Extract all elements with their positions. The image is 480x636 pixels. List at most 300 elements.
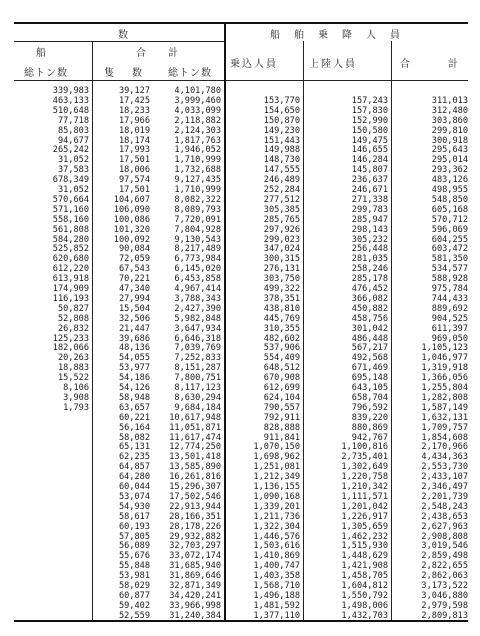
vessel-count-cell: 39,127	[118, 86, 150, 96]
total-gross-tonnage-cell: 29,932,882	[169, 531, 221, 542]
passenger-total-cell: 295,643	[431, 145, 468, 156]
gross-tonnage-cell: 558,160	[52, 214, 89, 225]
total-gross-tonnage-cell: 7,800,751	[174, 373, 221, 384]
vessel-count-cell: 18,233	[118, 105, 150, 116]
boarding-cell: 153,770	[263, 95, 300, 106]
total-gross-tonnage-cell: 17,502,546	[169, 491, 221, 502]
gross-tonnage-cell: 8,106	[63, 383, 89, 393]
boarding-cell: 1,090,168	[253, 491, 300, 502]
passenger-total-cell: 2,809,813	[421, 610, 468, 621]
boarding-cell: 154,650	[263, 105, 300, 116]
vessel-count-cell: 54,186	[118, 373, 150, 384]
gross-tonnage-cell: 571,160	[52, 204, 89, 215]
boarding-cell: 1,496,188	[253, 590, 300, 601]
landing-cell: 643,105	[351, 383, 388, 393]
passenger-total-cell: 604,255	[431, 234, 468, 245]
gross-tonnage-cell: 20,263	[57, 353, 89, 364]
total-gross-tonnage-cell: 6,773,984	[174, 254, 221, 265]
total-gross-tonnage-cell: 32,703,297	[169, 541, 221, 552]
landing-cell: 152,990	[351, 115, 388, 126]
passenger-total-cell: 1,854,608	[421, 432, 468, 443]
col-divider-3	[303, 41, 304, 620]
total-gross-tonnage-cell: 8,217,489	[174, 244, 221, 255]
boarding-cell: 1,212,349	[253, 472, 300, 483]
passenger-total-cell: 611,397	[431, 323, 468, 334]
passenger-total-cell: 1,105,123	[421, 343, 468, 354]
total-gross-tonnage-cell: 9,130,543	[174, 234, 221, 245]
landing-cell: 486,448	[351, 333, 388, 344]
landing-cell: 149,475	[351, 135, 388, 146]
table-top-rule	[14, 22, 468, 24]
boarding-cell: 790,557	[263, 402, 300, 413]
gross-tonnage-cell: 570,664	[52, 194, 89, 205]
boarding-cell: 670,908	[263, 373, 300, 384]
total-gross-tonnage-cell: 22,913,944	[169, 501, 221, 512]
passenger-total-cell: 603,472	[431, 244, 468, 255]
total-gross-tonnage-cell: 1,710,999	[174, 155, 221, 166]
passenger-total-cell: 2,548,243	[421, 501, 468, 512]
total-gross-tonnage-cell: 2,124,303	[174, 125, 221, 136]
landing-cell: 1,550,792	[341, 590, 388, 601]
passenger-total-cell: 548,850	[431, 194, 468, 205]
landing-cell: 671,469	[351, 363, 388, 374]
passenger-total-cell: 904,525	[431, 313, 468, 324]
gross-tonnage-cell: 339,983	[52, 86, 89, 96]
landing-cell: 298,143	[351, 224, 388, 235]
total-gross-tonnage-cell: 8,630,294	[174, 392, 221, 403]
vessel-count-cell: 52,559	[118, 610, 150, 621]
vessel-count-cell: 65,131	[118, 442, 150, 453]
gross-tonnage-cell: 174,909	[52, 284, 89, 294]
boarding-cell: 1,339,201	[253, 501, 300, 512]
landing-cell: 285,947	[351, 214, 388, 225]
passenger-total-cell: 3,046,880	[421, 590, 468, 601]
passenger-total-cell: 588,928	[431, 274, 468, 285]
passenger-total-cell: 2,862,063	[421, 571, 468, 582]
boarding-cell: 1,251,081	[253, 462, 300, 473]
total-gross-tonnage-cell: 1,710,999	[174, 185, 221, 195]
boarding-cell: 828,888	[263, 422, 300, 433]
passenger-total-cell: 312,480	[431, 105, 468, 116]
total-gross-tonnage-cell: 33,072,174	[169, 551, 221, 562]
header-col-total: 合 計	[400, 59, 464, 70]
total-gross-tonnage-cell: 33,966,998	[169, 600, 221, 611]
passenger-total-cell: 3,019,546	[421, 541, 468, 552]
vessel-count-cell: 56,089	[118, 541, 150, 552]
gross-tonnage-cell: 182,066	[52, 343, 89, 354]
passenger-total-cell: 4,434,363	[421, 452, 468, 463]
boarding-cell: 482,602	[263, 333, 300, 344]
gross-tonnage-cell: 52,808	[57, 313, 89, 324]
total-gross-tonnage-cell: 13,501,418	[169, 452, 221, 463]
boarding-cell: 499,322	[263, 284, 300, 294]
vessel-count-cell: 18,174	[118, 135, 150, 146]
total-gross-tonnage-cell: 8,151,287	[174, 363, 221, 374]
total-gross-tonnage-cell: 1,946,052	[174, 145, 221, 156]
passenger-total-cell: 1,255,804	[421, 383, 468, 393]
vessel-count-cell: 18,006	[118, 165, 150, 176]
total-gross-tonnage-cell: 11,051,871	[169, 422, 221, 433]
passenger-total-cell: 303,860	[431, 115, 468, 126]
landing-cell: 301,042	[351, 323, 388, 334]
landing-cell: 880,869	[351, 422, 388, 433]
landing-cell: 658,704	[351, 392, 388, 403]
vessel-count-cell: 55,676	[118, 551, 150, 562]
header-col-count: 隻 数	[104, 68, 146, 79]
boarding-cell: 347,024	[263, 244, 300, 255]
boarding-cell: 1,377,110	[253, 610, 300, 621]
boarding-cell: 305,385	[263, 204, 300, 215]
vessel-count-cell: 17,501	[118, 155, 150, 166]
vessel-count-cell: 60,193	[118, 521, 150, 532]
landing-cell: 839,220	[351, 412, 388, 423]
boarding-cell: 1,211,736	[253, 511, 300, 522]
total-gross-tonnage-cell: 16,261,816	[169, 472, 221, 483]
passenger-total-cell: 293,362	[431, 165, 468, 176]
landing-cell: 1,448,629	[341, 551, 388, 562]
passenger-total-cell: 498,955	[431, 185, 468, 195]
total-gross-tonnage-cell: 32,871,349	[169, 581, 221, 591]
vessel-count-cell: 54,930	[118, 501, 150, 512]
gross-tonnage-cell: 85,803	[57, 125, 89, 136]
boarding-cell: 537,906	[263, 343, 300, 354]
landing-cell: 942,767	[351, 432, 388, 443]
total-gross-tonnage-cell: 31,685,940	[169, 561, 221, 572]
total-gross-tonnage-cell: 3,647,934	[174, 323, 221, 334]
passenger-total-cell: 295,014	[431, 155, 468, 166]
vessel-count-cell: 97,574	[118, 175, 150, 186]
gross-tonnage-cell: 94,677	[57, 135, 89, 146]
vessel-count-cell: 100,092	[113, 234, 150, 245]
total-gross-tonnage-cell: 10,617,948	[169, 412, 221, 423]
vessel-count-cell: 70,221	[118, 274, 150, 285]
passenger-total-cell: 3,173,522	[421, 581, 468, 591]
passenger-total-cell: 1,366,056	[421, 373, 468, 384]
vessel-count-cell: 58,948	[118, 392, 150, 403]
boarding-cell: 149,230	[263, 125, 300, 136]
total-gross-tonnage-cell: 8,082,322	[174, 194, 221, 205]
passenger-total-cell: 596,069	[431, 224, 468, 235]
gross-tonnage-cell: 116,193	[52, 293, 89, 304]
vessel-count-cell: 17,501	[118, 185, 150, 195]
vessel-count-cell: 15,504	[118, 303, 150, 314]
gross-tonnage-cell: 15,522	[57, 373, 89, 384]
boarding-cell: 299,023	[263, 234, 300, 245]
landing-cell: 2,735,401	[341, 452, 388, 463]
boarding-cell: 285,765	[263, 214, 300, 225]
total-gross-tonnage-cell: 3,788,343	[174, 293, 221, 304]
gross-tonnage-cell: 613,918	[52, 274, 89, 285]
header-sub-funa: 船	[36, 48, 46, 59]
gross-tonnage-cell: 463,133	[52, 95, 89, 106]
vessel-count-cell: 106,090	[113, 204, 150, 215]
landing-cell: 146,284	[351, 155, 388, 166]
boarding-cell: 378,351	[263, 293, 300, 304]
passenger-total-cell: 889,692	[431, 303, 468, 314]
total-gross-tonnage-cell: 9,684,184	[174, 402, 221, 413]
landing-cell: 1,111,571	[341, 491, 388, 502]
boarding-cell: 276,131	[263, 264, 300, 275]
landing-cell: 366,082	[351, 293, 388, 304]
vessel-count-cell: 63,657	[118, 402, 150, 413]
passenger-total-cell: 581,350	[431, 254, 468, 265]
passenger-total-cell: 2,822,655	[421, 561, 468, 572]
passenger-total-cell: 300,918	[431, 135, 468, 146]
passenger-total-cell: 1,587,149	[421, 402, 468, 413]
boarding-cell: 911,841	[263, 432, 300, 443]
boarding-cell: 277,512	[263, 194, 300, 205]
gross-tonnage-cell: 620,680	[52, 254, 89, 265]
boarding-cell: 297,926	[263, 224, 300, 235]
total-gross-tonnage-cell: 34,420,241	[169, 590, 221, 601]
landing-cell: 567,217	[351, 343, 388, 354]
header-col-gross2: 総トン数	[168, 68, 212, 79]
boarding-cell: 1,322,304	[253, 521, 300, 532]
gross-tonnage-cell: 584,280	[52, 234, 89, 245]
passenger-total-cell: 2,627,963	[421, 521, 468, 532]
boarding-cell: 1,070,150	[253, 442, 300, 453]
vessel-count-cell: 59,402	[118, 600, 150, 611]
vessel-count-cell: 60,877	[118, 590, 150, 601]
total-gross-tonnage-cell: 13,585,890	[169, 462, 221, 473]
vessel-count-cell: 101,320	[113, 224, 150, 235]
vessel-count-cell: 39,686	[118, 333, 150, 344]
landing-cell: 458,756	[351, 313, 388, 324]
gross-tonnage-cell: 561,808	[52, 224, 89, 235]
gross-tonnage-cell: 50,827	[57, 303, 89, 314]
gross-tonnage-cell: 525,852	[52, 244, 89, 255]
gross-tonnage-cell: 125,233	[52, 333, 89, 344]
landing-cell: 145,807	[351, 165, 388, 176]
total-gross-tonnage-cell: 6,145,020	[174, 264, 221, 275]
boarding-cell: 1,568,710	[253, 581, 300, 591]
landing-cell: 281,035	[351, 254, 388, 265]
boarding-cell: 148,730	[263, 155, 300, 166]
total-gross-tonnage-cell: 28,166,351	[169, 511, 221, 522]
landing-cell: 305,232	[351, 234, 388, 245]
gross-tonnage-cell: 77,718	[57, 115, 89, 126]
vessel-count-cell: 32,506	[118, 313, 150, 324]
total-gross-tonnage-cell: 1,732,688	[174, 165, 221, 176]
vessel-count-cell: 53,074	[118, 491, 150, 502]
vessel-count-cell: 104,607	[113, 194, 150, 205]
gross-tonnage-cell: 1,793	[63, 402, 89, 413]
boarding-cell: 150,870	[263, 115, 300, 126]
landing-cell: 476,452	[351, 284, 388, 294]
vessel-count-cell: 21,447	[118, 323, 150, 334]
boarding-cell: 147,555	[263, 165, 300, 176]
vessel-count-cell: 47,340	[118, 284, 150, 294]
landing-cell: 1,515,930	[341, 541, 388, 552]
passenger-total-cell: 744,433	[431, 293, 468, 304]
boarding-cell: 648,512	[263, 363, 300, 374]
passenger-total-cell: 975,784	[431, 284, 468, 294]
header-group-left: 数	[118, 30, 128, 41]
header-col-gross: 総トン数	[24, 68, 68, 79]
vessel-count-cell: 58,617	[118, 511, 150, 522]
vessel-count-cell: 54,055	[118, 353, 150, 364]
landing-cell: 1,458,705	[341, 571, 388, 582]
total-gross-tonnage-cell: 31,869,646	[169, 571, 221, 582]
vessel-count-cell: 72,059	[118, 254, 150, 265]
vessel-count-cell: 17,425	[118, 95, 150, 106]
landing-cell: 1,498,006	[341, 600, 388, 611]
total-gross-tonnage-cell: 28,178,226	[169, 521, 221, 532]
vessel-count-cell: 17,993	[118, 145, 150, 156]
gross-tonnage-cell: 612,220	[52, 264, 89, 275]
passenger-total-cell: 2,433,107	[421, 472, 468, 483]
passenger-total-cell: 2,908,808	[421, 531, 468, 542]
landing-cell: 1,201,042	[341, 501, 388, 512]
landing-cell: 695,148	[351, 373, 388, 384]
gross-tonnage-cell: 26,832	[57, 323, 89, 334]
total-gross-tonnage-cell: 2,118,882	[174, 115, 221, 126]
landing-cell: 271,338	[351, 194, 388, 205]
gross-tonnage-cell: 18,883	[57, 363, 89, 374]
passenger-total-cell: 605,168	[431, 204, 468, 215]
vessel-count-cell: 57,805	[118, 531, 150, 542]
landing-cell: 157,830	[351, 105, 388, 116]
passenger-total-cell: 2,346,497	[421, 482, 468, 492]
landing-cell: 1,421,908	[341, 561, 388, 572]
passenger-total-cell: 1,319,918	[421, 363, 468, 374]
landing-cell: 1,462,232	[341, 531, 388, 542]
landing-cell: 246,671	[351, 185, 388, 195]
boarding-cell: 300,315	[263, 254, 300, 265]
boarding-cell: 624,104	[263, 392, 300, 403]
landing-cell: 146,655	[351, 145, 388, 156]
gross-tonnage-cell: 678,349	[52, 175, 89, 186]
landing-cell: 492,568	[351, 353, 388, 364]
boarding-cell: 612,699	[263, 383, 300, 393]
vessel-count-cell: 67,543	[118, 264, 150, 275]
total-gross-tonnage-cell: 12,774,250	[169, 442, 221, 453]
passenger-total-cell: 2,438,653	[421, 511, 468, 522]
total-gross-tonnage-cell: 3,999,460	[174, 95, 221, 106]
gross-tonnage-cell: 3,908	[63, 392, 89, 403]
boarding-cell: 151,443	[263, 135, 300, 146]
landing-cell: 150,580	[351, 125, 388, 136]
total-gross-tonnage-cell: 4,033,099	[174, 105, 221, 116]
boarding-cell: 1,400,747	[253, 561, 300, 572]
boarding-cell: 1,503,616	[253, 541, 300, 552]
passenger-total-cell: 1,709,757	[421, 422, 468, 433]
vessel-count-cell: 17,966	[118, 115, 150, 126]
total-gross-tonnage-cell: 7,252,833	[174, 353, 221, 364]
boarding-cell: 792,911	[263, 412, 300, 423]
passenger-total-cell: 969,050	[431, 333, 468, 344]
total-gross-tonnage-cell: 1,817,763	[174, 135, 221, 146]
boarding-cell: 438,810	[263, 303, 300, 314]
passenger-total-cell: 2,859,498	[421, 551, 468, 562]
landing-cell: 1,302,649	[341, 462, 388, 473]
vessel-count-cell: 64,280	[118, 472, 150, 483]
vessel-count-cell: 60,221	[118, 412, 150, 423]
passenger-total-cell: 1,046,977	[421, 353, 468, 364]
boarding-cell: 252,284	[263, 185, 300, 195]
vessel-count-cell: 60,044	[118, 482, 150, 492]
landing-cell: 1,226,917	[341, 511, 388, 522]
landing-cell: 1,604,812	[341, 581, 388, 591]
col-divider-main	[224, 22, 226, 620]
header-group-right: 船舶乗降人員	[270, 30, 414, 41]
header-bottom-rule	[14, 80, 468, 81]
boarding-cell: 303,750	[263, 274, 300, 285]
gross-tonnage-cell: 265,242	[52, 145, 89, 156]
passenger-total-cell: 570,712	[431, 214, 468, 225]
passenger-total-cell: 2,170,966	[421, 442, 468, 453]
landing-cell: 258,246	[351, 264, 388, 275]
passenger-total-cell: 1,282,808	[421, 392, 468, 403]
landing-cell: 157,243	[351, 95, 388, 106]
gross-tonnage-cell: 31,052	[57, 155, 89, 166]
vessel-count-cell: 18,019	[118, 125, 150, 136]
landing-cell: 450,882	[351, 303, 388, 314]
total-gross-tonnage-cell: 7,804,928	[174, 224, 221, 235]
passenger-total-cell: 311,013	[431, 95, 468, 106]
boarding-cell: 246,489	[263, 175, 300, 186]
header-sub-goukei: 合 計	[136, 48, 184, 59]
vessel-count-cell: 90,084	[118, 244, 150, 255]
col-divider-1	[92, 41, 93, 620]
passenger-total-cell: 1,632,131	[421, 412, 468, 423]
vessel-count-cell: 53,977	[118, 363, 150, 374]
passenger-total-cell: 2,979,598	[421, 600, 468, 611]
vessel-count-cell: 58,029	[118, 581, 150, 591]
header-mid-rule	[14, 41, 224, 42]
total-gross-tonnage-cell: 4,967,414	[174, 284, 221, 294]
total-gross-tonnage-cell: 11,617,474	[169, 432, 221, 443]
passenger-total-cell: 2,201,739	[421, 491, 468, 502]
landing-cell: 1,100,816	[341, 442, 388, 453]
total-gross-tonnage-cell: 9,127,435	[174, 175, 221, 186]
boarding-cell: 310,355	[263, 323, 300, 334]
col-divider-4	[391, 41, 392, 620]
total-gross-tonnage-cell: 31,240,384	[169, 610, 221, 621]
boarding-cell: 1,410,869	[253, 551, 300, 562]
boarding-cell: 149,988	[263, 145, 300, 156]
vessel-count-cell: 56,164	[118, 422, 150, 433]
vessel-count-cell: 53,981	[118, 571, 150, 582]
landing-cell: 796,592	[351, 402, 388, 413]
vessel-count-cell: 64,857	[118, 462, 150, 473]
landing-cell: 1,210,342	[341, 482, 388, 492]
boarding-cell: 1,446,576	[253, 531, 300, 542]
passenger-total-cell: 299,810	[431, 125, 468, 136]
boarding-cell: 554,409	[263, 353, 300, 364]
vessel-count-cell: 100,086	[113, 214, 150, 225]
vessel-count-cell: 54,126	[118, 383, 150, 393]
gross-tonnage-cell: 37,583	[57, 165, 89, 176]
boarding-cell: 1,481,592	[253, 600, 300, 611]
vessel-count-cell: 58,082	[118, 432, 150, 443]
boarding-cell: 1,698,962	[253, 452, 300, 463]
total-gross-tonnage-cell: 6,646,318	[174, 333, 221, 344]
landing-cell: 1,305,659	[341, 521, 388, 532]
total-gross-tonnage-cell: 15,296,307	[169, 482, 221, 492]
total-gross-tonnage-cell: 8,117,123	[174, 383, 221, 393]
landing-cell: 285,178	[351, 274, 388, 285]
header-col-boarding: 乗込人員	[230, 59, 278, 70]
vessel-count-cell: 27,994	[118, 293, 150, 304]
landing-cell: 299,783	[351, 204, 388, 215]
total-gross-tonnage-cell: 4,101,780	[174, 86, 221, 96]
passenger-total-cell: 483,126	[431, 175, 468, 186]
boarding-cell: 1,136,155	[253, 482, 300, 492]
gross-tonnage-cell: 31,052	[57, 185, 89, 195]
header-col-landing: 上陸人員	[309, 59, 357, 70]
boarding-cell: 1,403,358	[253, 571, 300, 582]
